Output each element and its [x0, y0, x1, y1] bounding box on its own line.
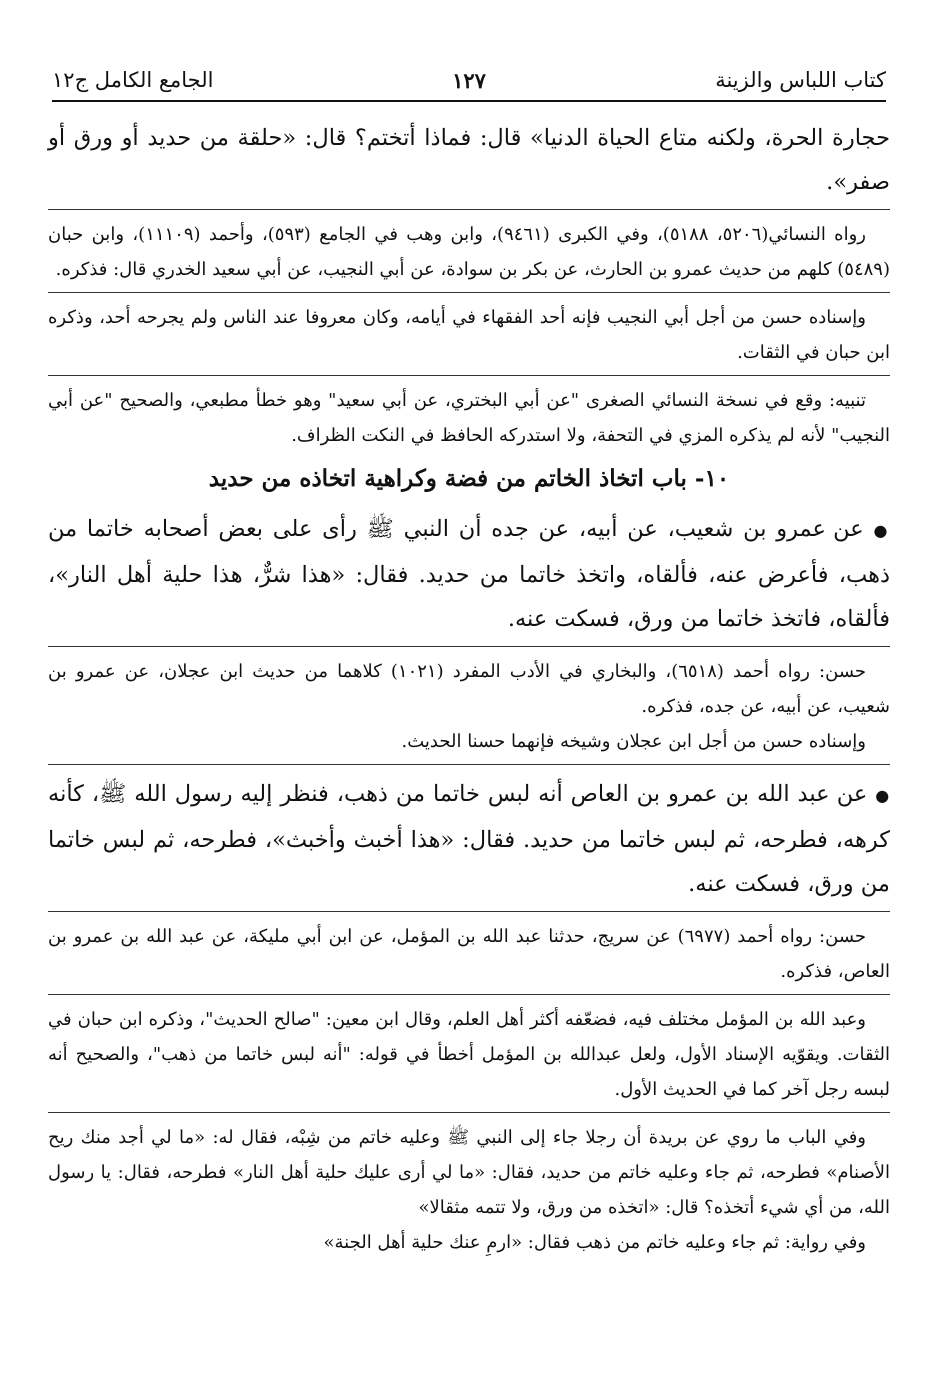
bullet-icon: ●: [873, 521, 890, 540]
variant-narration: وفي رواية: ثم جاء وعليه خاتم من ذهب فقال: «ارمِ عنك حلية أهل الجنة»: [323, 1232, 866, 1253]
chapter-heading: ١٠- باب اتخاذ الخاتم من فضة وكراهية اتخاذه من حديد: [208, 465, 730, 492]
hadith-body: عن عمرو بن شعيب، عن أبيه، عن جده أن النبي ﷺ رأى على بعض أصحابه خاتما من ذهب، فأعرض عنه، فألقاه، واتخذ خاتما من حديد. فقال: «هذا شرٌّ، هذا حلية أهل النار»، فألقاه، فاتخذ خاتما من ورق، فسكت عنه.: [48, 516, 890, 632]
takhrij-paragraph: رواه النسائي(٥٢٠٦، ٥١٨٨)، وفي الكبرى (٩٤٦١)، وابن وهب في الجامع (٥٩٣)، وأحمد (١١١٠٩)، وابن حبان (٥٤٨٩) كلهم من حديث عمرو بن الحارث، عن بكر بن سوادة، عن أبي النجيب، عن أبي سعيد الخدري قال: فذكره.: [48, 224, 890, 280]
takhrij-paragraph: حسن: رواه أحمد (٦٥١٨)، والبخاري في الأدب المفرد (١٠٢١) كلاهما من حديث ابن عجلان، عن عمرو بن شعيب، عن أبيه، عن جده، فذكره.: [48, 661, 890, 717]
hadith-body: عن عبد الله بن عمرو بن العاص أنه لبس خاتما من ذهب، فنظر إليه رسول الله ﷺ، كأنه كرهه، فطرحه، ثم لبس خاتما من حديد. فقال: «هذا أخبث وأخبث»، فطرحه، ثم لبس خاتما من ورق، فسكت عنه.: [48, 781, 890, 897]
note-paragraph: تنبيه: وقع في نسخة النسائي الصغرى "عن أبي البختري، عن أبي سعيد" وهو خطأ مطبعي، والصحيح "عن أبي النجيب" لأنه لم يذكره المزي في التحفة، ولا استدركه الحافظ في النكت الظراف.: [48, 390, 890, 446]
hadith-continuation: حجارة الحرة، ولكنه متاع الحياة الدنيا» قال: فماذا أتختم؟ قال: «حلقة من حديد أو ورق أو صفر».: [48, 125, 890, 195]
collection-volume: الجامع الكامل ج١٢: [52, 68, 214, 92]
isnad-grading: وإسناده حسن من أجل أبي النجيب فإنه أحد الفقهاء في أيامه، وكان معروفا عند الناس ولم يجرحه أحد، وذكره ابن حبان في الثقات.: [48, 307, 890, 363]
bullet-icon: ●: [875, 786, 890, 805]
divider: [48, 646, 890, 647]
isnad-grading: وإسناده حسن من أجل ابن عجلان وشيخه فإنهما حسنا الحديث.: [401, 731, 866, 752]
related-narration: وفي الباب ما روي عن بريدة أن رجلا جاء إلى النبي ﷺ وعليه خاتم من شِبْه، فقال له: «ما لي أجد منك ريح الأصنام» فطرحه، ثم جاء وعليه خاتم من حديد، فقال: «ما لي أرى عليك حلية أهل النار» فطرحه، فقال: يا رسول الله، من أي شيء أتخذه؟ قال: «اتخذه من ورق، ولا تتمه مثقالا»: [48, 1127, 890, 1218]
divider: [48, 911, 890, 912]
takhrij-paragraph: حسن: رواه أحمد (٦٩٧٧) عن سريج، حدثنا عبد الله بن المؤمل، عن ابن أبي مليكة، عن عبد الله بن عمرو بن العاص، فذكره.: [48, 926, 890, 982]
hadith-text: [48, 507, 890, 641]
divider: [48, 292, 890, 293]
narrator-discussion: وعبد الله بن المؤمل مختلف فيه، فضعّفه أكثر أهل العلم، وقال ابن معين: "صالح الحديث"، وذكره ابن حبان في الثقات. ويقوّيه الإسناد الأول، ولعل عبدالله بن المؤمل أخطأ في قوله: "أنه لبس خاتما من ذهب"، والصحيح أنه لبسه رجل آخر كما في الحديث الأول.: [48, 1009, 890, 1100]
running-header: [52, 60, 886, 102]
divider: [48, 764, 890, 765]
hadith-text: [48, 772, 890, 906]
divider: [48, 375, 890, 376]
divider: [48, 994, 890, 995]
page-body: [48, 116, 890, 1260]
divider: [48, 1112, 890, 1113]
book-title: كتاب اللباس والزينة: [715, 68, 886, 92]
page-number: ١٢٧: [452, 68, 486, 93]
divider: [48, 209, 890, 210]
